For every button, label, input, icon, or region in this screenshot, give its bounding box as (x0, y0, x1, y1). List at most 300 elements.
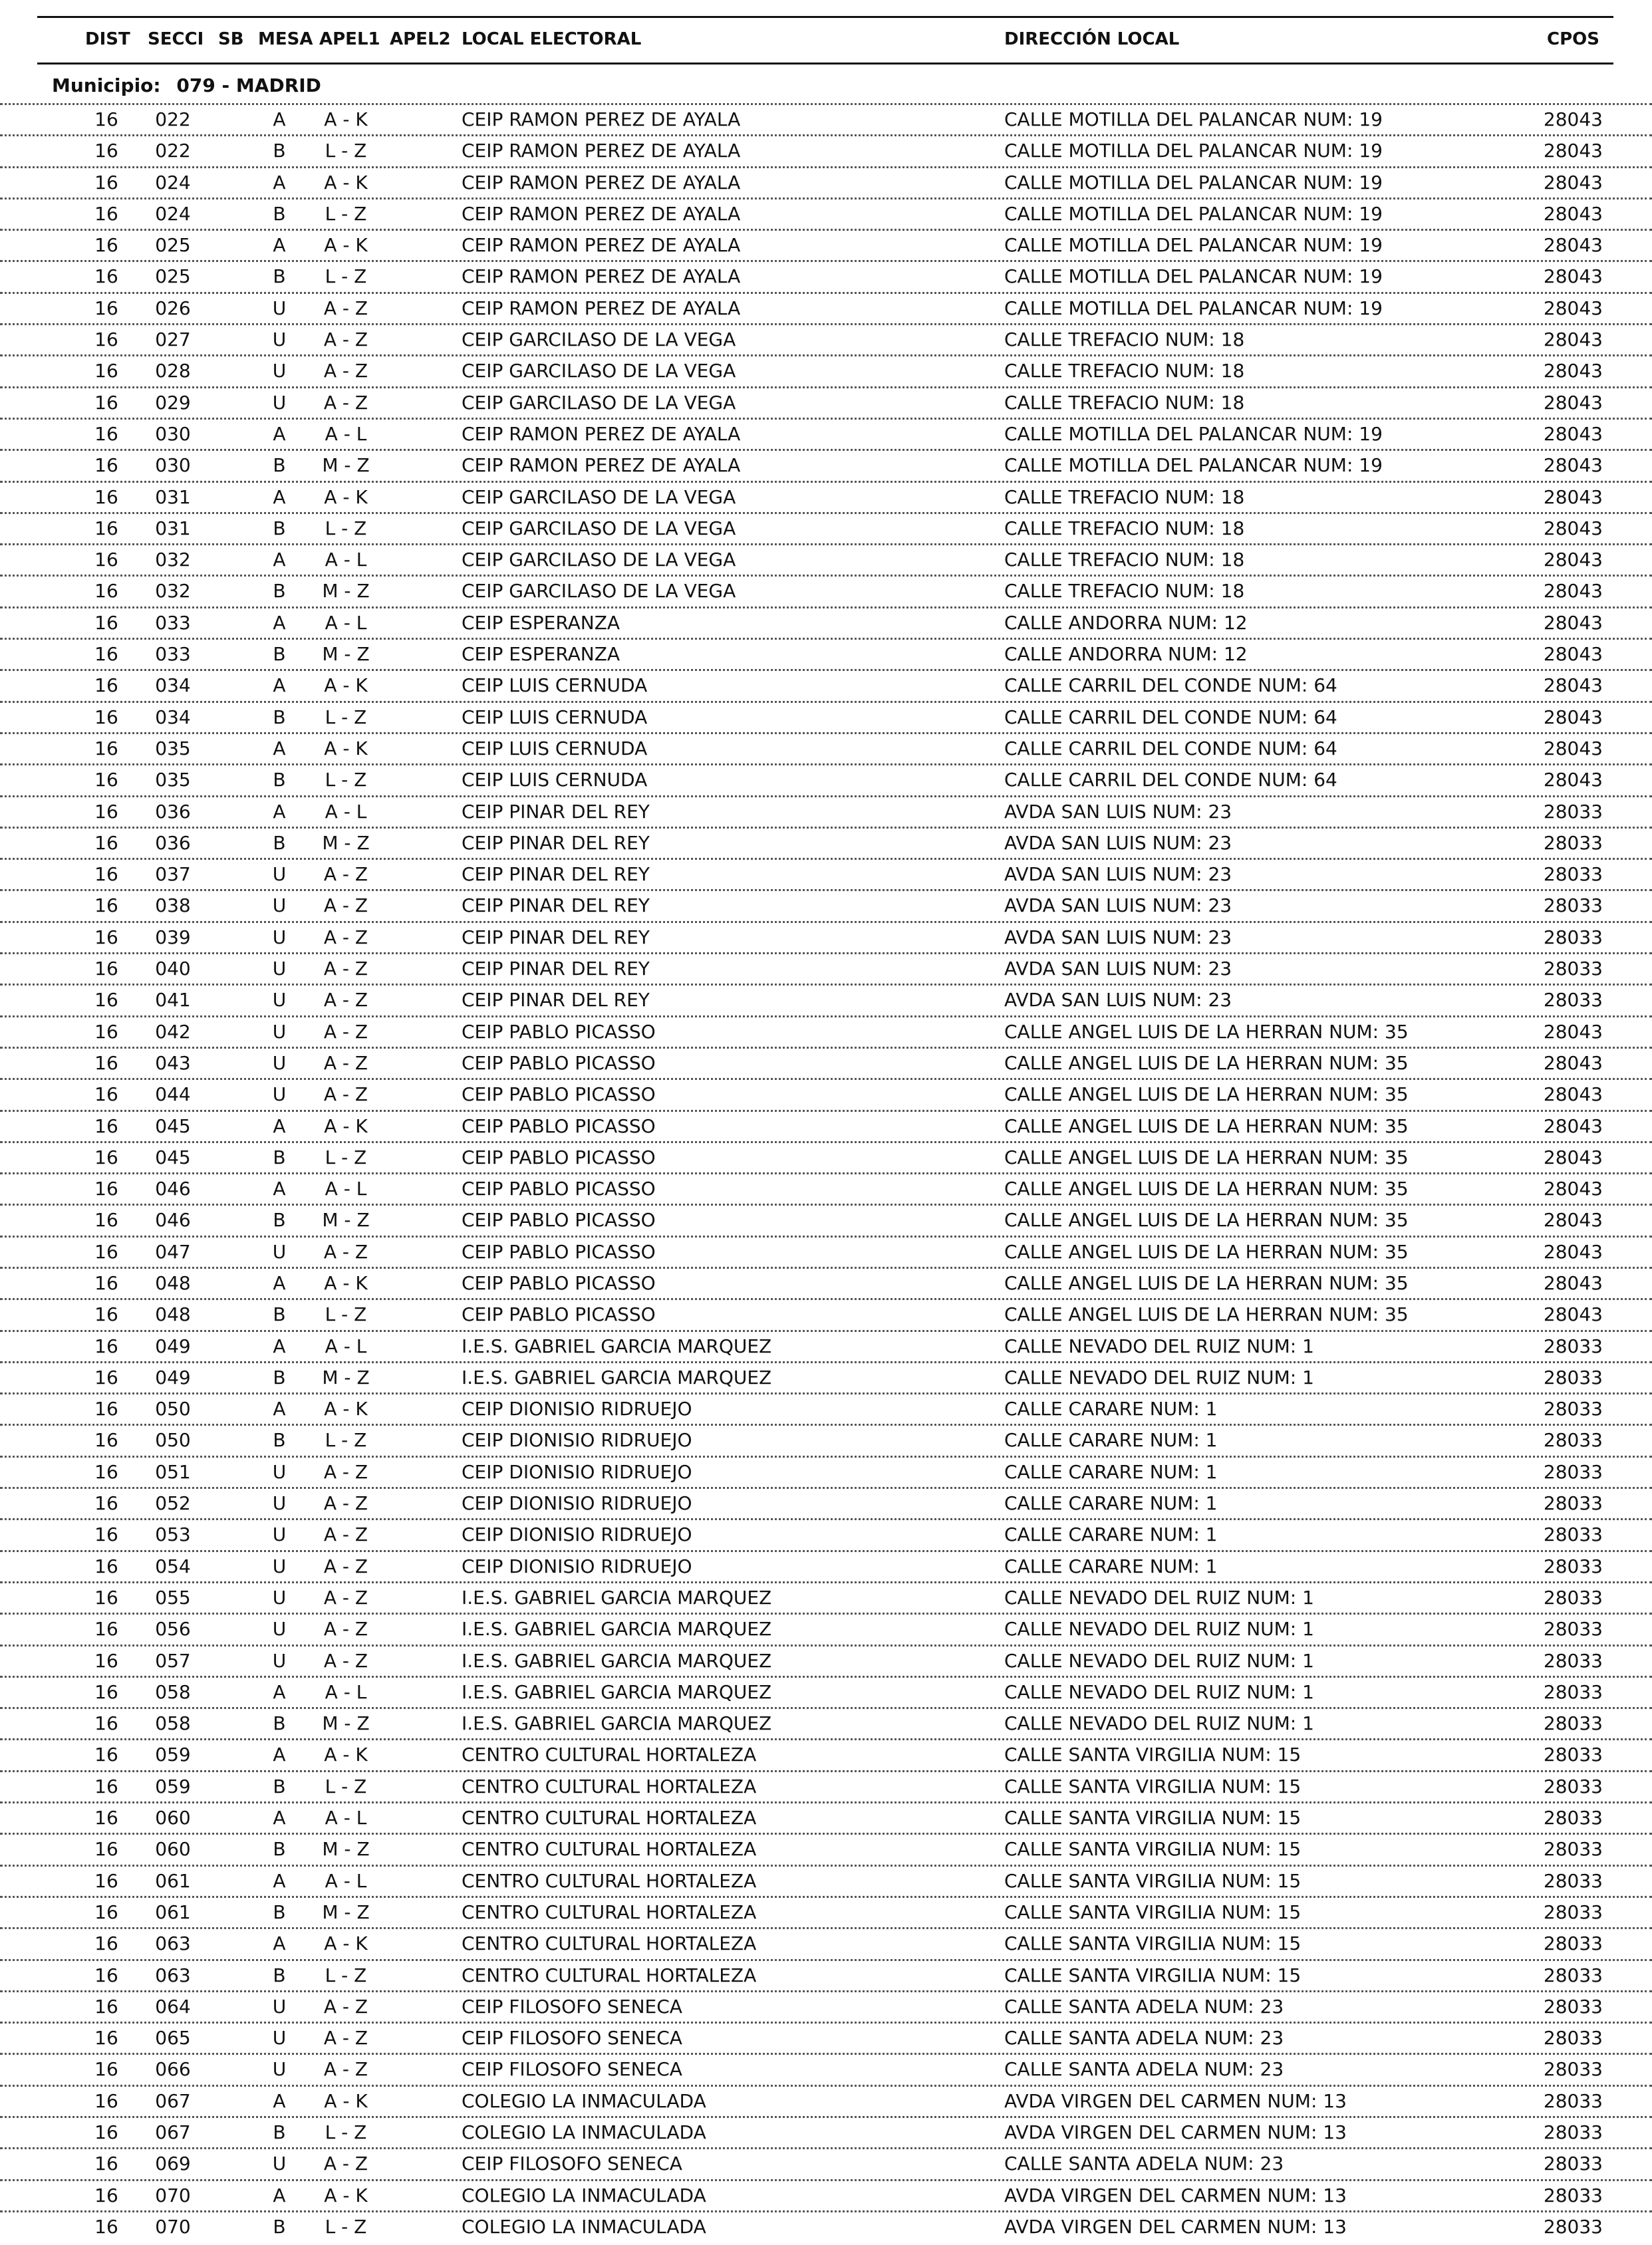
cell-secci: 046 (155, 1178, 191, 1200)
table-row (0, 386, 1652, 418)
cell-direccion: CALLE CARRIL DEL CONDE NUM: 64 (1004, 674, 1337, 697)
cell-apel1: M - Z (322, 1209, 370, 1232)
cell-direccion: CALLE NEVADO DEL RUIZ NUM: 1 (1004, 1649, 1314, 1672)
cell-cpos: 28033 (1543, 1618, 1603, 1641)
cell-direccion: CALLE ANDORRA NUM: 12 (1004, 611, 1248, 634)
cell-cpos: 28043 (1543, 454, 1603, 477)
cell-apel1: A - Z (323, 2027, 368, 2049)
cell-secci: 028 (155, 360, 191, 382)
cell-cpos: 28033 (1543, 1964, 1603, 1986)
cell-direccion: CALLE CARRIL DEL CONDE NUM: 64 (1004, 706, 1337, 728)
cell-secci: 037 (155, 863, 191, 886)
cell-cpos: 28043 (1543, 1020, 1603, 1043)
cell-direccion: CALLE ANGEL LUIS DE LA HERRAN NUM: 35 (1004, 1115, 1409, 1137)
cell-dist: 16 (94, 265, 118, 288)
cell-mesa: A (273, 1932, 286, 1955)
table-row (0, 1330, 1652, 1361)
cell-mesa: B (273, 580, 286, 602)
cell-local: CEIP RAMON PEREZ DE AYALA (462, 140, 741, 162)
table-row (0, 1047, 1652, 1078)
cell-direccion: AVDA VIRGEN DEL CARMEN NUM: 13 (1004, 2089, 1347, 2112)
table-body (0, 103, 1652, 2242)
cell-dist: 16 (94, 2027, 118, 2049)
cell-direccion: CALLE SANTA VIRGILIA NUM: 15 (1004, 1838, 1302, 1861)
cell-cpos: 28033 (1543, 1838, 1603, 1861)
cell-apel1: L - Z (325, 1146, 367, 1168)
cell-cpos: 28033 (1543, 1523, 1603, 1546)
cell-direccion: CALLE TREFACIO NUM: 18 (1004, 391, 1245, 414)
table-row (0, 1204, 1652, 1235)
cell-cpos: 28033 (1543, 989, 1603, 1011)
cell-dist: 16 (94, 171, 118, 194)
cell-direccion: CALLE ANGEL LUIS DE LA HERRAN NUM: 35 (1004, 1271, 1409, 1294)
cell-local: CEIP GARCILASO DE LA VEGA (462, 360, 736, 382)
cell-mesa: B (273, 643, 286, 666)
cell-secci: 025 (155, 265, 191, 288)
table-row (0, 512, 1652, 543)
table-row (0, 1707, 1652, 1738)
cell-cpos: 28043 (1543, 1209, 1603, 1232)
table-row (0, 1267, 1652, 1298)
cell-mesa: A (273, 2089, 286, 2112)
cell-secci: 053 (155, 1523, 191, 1546)
cell-apel1: A - L (325, 1680, 367, 1703)
cell-local: CEIP PABLO PICASSO (462, 1303, 656, 1326)
cell-apel1: A - Z (323, 391, 368, 414)
table-row (0, 1581, 1652, 1613)
cell-direccion: CALLE NEVADO DEL RUIZ NUM: 1 (1004, 1680, 1314, 1703)
cell-dist: 16 (94, 926, 118, 948)
cell-local: CEIP GARCILASO DE LA VEGA (462, 580, 736, 602)
cell-cpos: 28043 (1543, 329, 1603, 351)
cell-cpos: 28033 (1543, 2089, 1603, 2112)
cell-cpos: 28033 (1543, 1869, 1603, 1892)
cell-apel1: A - L (325, 422, 367, 445)
cell-direccion: CALLE MOTILLA DEL PALANCAR NUM: 19 (1004, 454, 1383, 477)
cell-mesa: U (272, 958, 287, 980)
cell-mesa: U (272, 391, 287, 414)
table-row (0, 638, 1652, 669)
table-row (0, 1518, 1652, 1549)
cell-apel1: A - K (324, 1932, 368, 1955)
cell-cpos: 28043 (1543, 202, 1603, 225)
cell-apel1: A - K (324, 674, 368, 697)
cell-dist: 16 (94, 1429, 118, 1452)
cell-apel1: A - Z (323, 1586, 368, 1609)
cell-secci: 032 (155, 580, 191, 602)
cell-mesa: B (273, 2121, 286, 2143)
table-row (0, 575, 1652, 606)
cell-cpos: 28043 (1543, 737, 1603, 759)
cell-direccion: CALLE ANGEL LUIS DE LA HERRAN NUM: 35 (1004, 1303, 1409, 1326)
cell-cpos: 28033 (1543, 2153, 1603, 2175)
cell-direccion: CALLE SANTA VIRGILIA NUM: 15 (1004, 1932, 1302, 1955)
cell-apel1: L - Z (325, 769, 367, 791)
table-row (0, 354, 1652, 386)
cell-direccion: CALLE SANTA VIRGILIA NUM: 15 (1004, 1964, 1302, 1986)
cell-dist: 16 (94, 202, 118, 225)
cell-secci: 069 (155, 2153, 191, 2175)
cell-direccion: CALLE SANTA ADELA NUM: 23 (1004, 2058, 1284, 2081)
cell-dist: 16 (94, 1335, 118, 1357)
cell-secci: 024 (155, 171, 191, 194)
cell-mesa: U (272, 1995, 287, 2018)
cell-cpos: 28033 (1543, 1932, 1603, 1955)
cell-apel1: M - Z (322, 831, 370, 854)
cell-direccion: CALLE CARRIL DEL CONDE NUM: 64 (1004, 737, 1337, 759)
cell-local: I.E.S. GABRIEL GARCIA MARQUEZ (462, 1680, 772, 1703)
table-row (0, 1361, 1652, 1392)
cell-local: CEIP GARCILASO DE LA VEGA (462, 517, 736, 539)
cell-local: CEIP LUIS CERNUDA (462, 737, 648, 759)
table-row (0, 543, 1652, 575)
cell-secci: 041 (155, 989, 191, 1011)
table-row (0, 952, 1652, 984)
cell-apel1: A - L (325, 1869, 367, 1892)
cell-local: CEIP RAMON PEREZ DE AYALA (462, 108, 741, 130)
cell-local: CEIP ESPERANZA (462, 611, 620, 634)
table-row (0, 1896, 1652, 1927)
table-row (0, 103, 1652, 134)
table-row (0, 606, 1652, 638)
cell-local: CENTRO CULTURAL HORTALEZA (462, 1744, 757, 1766)
cell-direccion: CALLE SANTA VIRGILIA NUM: 15 (1004, 1807, 1302, 1829)
cell-local: CEIP PINAR DEL REY (462, 800, 650, 823)
cell-mesa: A (273, 1398, 286, 1420)
table-row (0, 229, 1652, 260)
cell-cpos: 28043 (1543, 297, 1603, 319)
cell-apel1: M - Z (322, 643, 370, 666)
cell-dist: 16 (94, 391, 118, 414)
cell-apel1: A - L (325, 800, 367, 823)
table-row (0, 1770, 1652, 1801)
cell-direccion: CALLE ANGEL LUIS DE LA HERRAN NUM: 35 (1004, 1020, 1409, 1043)
table-row (0, 1456, 1652, 1487)
cell-apel1: A - Z (323, 1995, 368, 2018)
cell-dist: 16 (94, 580, 118, 602)
cell-secci: 022 (155, 108, 191, 130)
cell-dist: 16 (94, 1460, 118, 1483)
table-row (0, 292, 1652, 323)
cell-cpos: 28043 (1543, 265, 1603, 288)
cell-direccion: CALLE CARARE NUM: 1 (1004, 1555, 1218, 1577)
cell-cpos: 28033 (1543, 800, 1603, 823)
cell-local: I.E.S. GABRIEL GARCIA MARQUEZ (462, 1366, 772, 1388)
cell-direccion: CALLE NEVADO DEL RUIZ NUM: 1 (1004, 1586, 1314, 1609)
cell-local: CEIP PABLO PICASSO (462, 1115, 656, 1137)
cell-local: I.E.S. GABRIEL GARCIA MARQUEZ (462, 1618, 772, 1641)
cell-cpos: 28033 (1543, 1586, 1603, 1609)
cell-secci: 034 (155, 706, 191, 728)
cell-cpos: 28043 (1543, 580, 1603, 602)
cell-apel1: A - Z (323, 2058, 368, 2081)
cell-cpos: 28043 (1543, 549, 1603, 571)
cell-cpos: 28043 (1543, 234, 1603, 257)
cell-dist: 16 (94, 422, 118, 445)
table-row (0, 2147, 1652, 2179)
table-row (0, 1015, 1652, 1047)
municipio-value: 079 - MADRID (176, 74, 321, 96)
cell-apel1: A - K (324, 108, 368, 130)
cell-mesa: A (273, 1869, 286, 1892)
cell-mesa: B (273, 140, 286, 162)
cell-cpos: 28033 (1543, 1680, 1603, 1703)
cell-apel1: A - Z (323, 1460, 368, 1483)
cell-secci: 054 (155, 1555, 191, 1577)
cell-dist: 16 (94, 1523, 118, 1546)
cell-cpos: 28033 (1543, 1775, 1603, 1797)
cell-direccion: CALLE CARARE NUM: 1 (1004, 1460, 1218, 1483)
cell-secci: 026 (155, 297, 191, 319)
cell-local: COLEGIO LA INMACULADA (462, 2184, 706, 2206)
cell-dist: 16 (94, 234, 118, 257)
table-row (0, 1172, 1652, 1204)
cell-dist: 16 (94, 894, 118, 917)
cell-mesa: U (272, 863, 287, 886)
cell-secci: 049 (155, 1366, 191, 1388)
cell-apel1: A - Z (323, 1523, 368, 1546)
cell-dist: 16 (94, 1995, 118, 2018)
table-row (0, 858, 1652, 889)
cell-secci: 056 (155, 1618, 191, 1641)
table-row (0, 701, 1652, 732)
cell-secci: 029 (155, 391, 191, 414)
cell-dist: 16 (94, 2184, 118, 2206)
cell-secci: 035 (155, 737, 191, 759)
cell-apel1: A - L (325, 1807, 367, 1829)
table-row (0, 889, 1652, 920)
cell-secci: 035 (155, 769, 191, 791)
cell-dist: 16 (94, 297, 118, 319)
table-row (0, 198, 1652, 229)
cell-secci: 070 (155, 2215, 191, 2238)
cell-mesa: B (273, 454, 286, 477)
cell-secci: 065 (155, 2027, 191, 2049)
cell-dist: 16 (94, 329, 118, 351)
cell-secci: 050 (155, 1429, 191, 1452)
cell-mesa: U (272, 1083, 287, 1106)
table-row (0, 2116, 1652, 2147)
cell-direccion: CALLE SANTA ADELA NUM: 23 (1004, 2027, 1284, 2049)
cell-mesa: U (272, 1618, 287, 1641)
cell-cpos: 28033 (1543, 894, 1603, 917)
cell-apel1: A - K (324, 737, 368, 759)
cell-apel1: L - Z (325, 706, 367, 728)
cell-direccion: AVDA VIRGEN DEL CARMEN NUM: 13 (1004, 2121, 1347, 2143)
cell-dist: 16 (94, 1744, 118, 1766)
cell-local: CENTRO CULTURAL HORTALEZA (462, 1838, 757, 1861)
cell-local: CEIP GARCILASO DE LA VEGA (462, 329, 736, 351)
cell-cpos: 28043 (1543, 1115, 1603, 1137)
table-row (0, 1392, 1652, 1424)
cell-apel1: L - Z (325, 1429, 367, 1452)
cell-direccion: AVDA SAN LUIS NUM: 23 (1004, 989, 1232, 1011)
cell-cpos: 28033 (1543, 1492, 1603, 1515)
cell-cpos: 28043 (1543, 422, 1603, 445)
cell-dist: 16 (94, 737, 118, 759)
cell-mesa: U (272, 894, 287, 917)
cell-direccion: AVDA SAN LUIS NUM: 23 (1004, 958, 1232, 980)
table-row (0, 1078, 1652, 1109)
cell-dist: 16 (94, 769, 118, 791)
cell-mesa: U (272, 1649, 287, 1672)
cell-direccion: CALLE SANTA VIRGILIA NUM: 15 (1004, 1901, 1302, 1923)
cell-apel1: M - Z (322, 1712, 370, 1735)
cell-apel1: A - K (324, 485, 368, 508)
cell-dist: 16 (94, 1303, 118, 1326)
cell-local: CEIP RAMON PEREZ DE AYALA (462, 297, 741, 319)
cell-dist: 16 (94, 1271, 118, 1294)
cell-secci: 060 (155, 1838, 191, 1861)
cell-local: CEIP RAMON PEREZ DE AYALA (462, 202, 741, 225)
cell-local: CEIP FILOSOFO SENECA (462, 2027, 682, 2049)
table-row (0, 795, 1652, 827)
cell-local: CENTRO CULTURAL HORTALEZA (462, 1932, 757, 1955)
cell-apel1: L - Z (325, 2215, 367, 2238)
cell-local: CEIP GARCILASO DE LA VEGA (462, 485, 736, 508)
cell-mesa: U (272, 1051, 287, 1074)
cell-dist: 16 (94, 1398, 118, 1420)
table-row (0, 134, 1652, 166)
cell-mesa: U (272, 1586, 287, 1609)
cell-secci: 070 (155, 2184, 191, 2206)
table-row (0, 166, 1652, 198)
cell-dist: 16 (94, 549, 118, 571)
cell-secci: 046 (155, 1209, 191, 1232)
table-row (0, 1833, 1652, 1864)
cell-local: CEIP FILOSOFO SENECA (462, 2058, 682, 2081)
cell-apel1: A - Z (323, 297, 368, 319)
table-row (0, 2022, 1652, 2053)
cell-direccion: CALLE ANGEL LUIS DE LA HERRAN NUM: 35 (1004, 1083, 1409, 1106)
cell-cpos: 28033 (1543, 831, 1603, 854)
cell-apel1: A - Z (323, 1649, 368, 1672)
cell-mesa: A (273, 1807, 286, 1829)
cell-cpos: 28033 (1543, 1555, 1603, 1577)
cell-local: CEIP PINAR DEL REY (462, 894, 650, 917)
cell-dist: 16 (94, 2215, 118, 2238)
cell-secci: 031 (155, 517, 191, 539)
cell-cpos: 28043 (1543, 1271, 1603, 1294)
cell-cpos: 28043 (1543, 1083, 1603, 1106)
cell-secci: 027 (155, 329, 191, 351)
cell-dist: 16 (94, 1240, 118, 1263)
cell-dist: 16 (94, 989, 118, 1011)
table-row (0, 1110, 1652, 1141)
cell-secci: 049 (155, 1335, 191, 1357)
cell-dist: 16 (94, 1680, 118, 1703)
cell-mesa: A (273, 422, 286, 445)
cell-dist: 16 (94, 108, 118, 130)
table-header (0, 19, 1652, 60)
cell-cpos: 28033 (1543, 1429, 1603, 1452)
cell-dist: 16 (94, 1586, 118, 1609)
cell-secci: 052 (155, 1492, 191, 1515)
cell-mesa: U (272, 1492, 287, 1515)
cell-local: CEIP PINAR DEL REY (462, 863, 650, 886)
cell-cpos: 28033 (1543, 1398, 1603, 1420)
cell-dist: 16 (94, 485, 118, 508)
cell-direccion: AVDA SAN LUIS NUM: 23 (1004, 894, 1232, 917)
table-row (0, 2085, 1652, 2116)
cell-secci: 040 (155, 958, 191, 980)
cell-mesa: A (273, 2184, 286, 2206)
table-row (0, 449, 1652, 480)
cell-cpos: 28043 (1543, 140, 1603, 162)
cell-apel1: L - Z (325, 1303, 367, 1326)
cell-cpos: 28043 (1543, 171, 1603, 194)
cell-dist: 16 (94, 800, 118, 823)
table-row (0, 323, 1652, 354)
header-local: LOCAL ELECTORAL (462, 29, 642, 49)
cell-local: CEIP DIONISIO RIDRUEJO (462, 1429, 692, 1452)
cell-local: CEIP RAMON PEREZ DE AYALA (462, 422, 741, 445)
cell-apel1: L - Z (325, 517, 367, 539)
cell-apel1: M - Z (322, 1838, 370, 1861)
cell-local: CEIP DIONISIO RIDRUEJO (462, 1492, 692, 1515)
cell-secci: 057 (155, 1649, 191, 1672)
cell-local: CENTRO CULTURAL HORTALEZA (462, 1964, 757, 1986)
cell-secci: 060 (155, 1807, 191, 1829)
cell-apel1: A - Z (323, 1618, 368, 1641)
cell-dist: 16 (94, 1209, 118, 1232)
cell-direccion: CALLE MOTILLA DEL PALANCAR NUM: 19 (1004, 234, 1383, 257)
table-row (0, 481, 1652, 512)
cell-local: CEIP DIONISIO RIDRUEJO (462, 1460, 692, 1483)
cell-mesa: A (273, 1680, 286, 1703)
cell-direccion: CALLE NEVADO DEL RUIZ NUM: 1 (1004, 1618, 1314, 1641)
cell-cpos: 28043 (1543, 611, 1603, 634)
cell-direccion: CALLE MOTILLA DEL PALANCAR NUM: 19 (1004, 171, 1383, 194)
table-row (0, 1613, 1652, 1644)
cell-direccion: CALLE ANDORRA NUM: 12 (1004, 643, 1248, 666)
cell-cpos: 28043 (1543, 674, 1603, 697)
cell-mesa: U (272, 360, 287, 382)
cell-cpos: 28043 (1543, 1178, 1603, 1200)
cell-cpos: 28043 (1543, 1146, 1603, 1168)
cell-direccion: CALLE MOTILLA DEL PALANCAR NUM: 19 (1004, 297, 1383, 319)
cell-apel1: A - Z (323, 2153, 368, 2175)
cell-local: CEIP PINAR DEL REY (462, 958, 650, 980)
cell-local: I.E.S. GABRIEL GARCIA MARQUEZ (462, 1586, 772, 1609)
table-row (0, 1927, 1652, 1958)
cell-apel1: A - K (324, 171, 368, 194)
cell-apel1: L - Z (325, 1775, 367, 1797)
cell-mesa: B (273, 202, 286, 225)
cell-dist: 16 (94, 1146, 118, 1168)
cell-secci: 047 (155, 1240, 191, 1263)
cell-cpos: 28033 (1543, 2027, 1603, 2049)
cell-cpos: 28043 (1543, 643, 1603, 666)
cell-mesa: A (273, 1335, 286, 1357)
table-row (0, 260, 1652, 291)
cell-apel1: A - K (324, 1398, 368, 1420)
cell-direccion: CALLE ANGEL LUIS DE LA HERRAN NUM: 35 (1004, 1240, 1409, 1263)
cell-local: CEIP LUIS CERNUDA (462, 706, 648, 728)
cell-mesa: B (273, 831, 286, 854)
municipio-line (52, 69, 321, 102)
table-row (0, 418, 1652, 449)
cell-mesa: B (273, 1303, 286, 1326)
table-row (0, 1990, 1652, 2022)
cell-direccion: CALLE CARARE NUM: 1 (1004, 1429, 1218, 1452)
cell-local: CEIP GARCILASO DE LA VEGA (462, 549, 736, 571)
cell-local: CENTRO CULTURAL HORTALEZA (462, 1807, 757, 1829)
cell-direccion: CALLE MOTILLA DEL PALANCAR NUM: 19 (1004, 422, 1383, 445)
cell-secci: 050 (155, 1398, 191, 1420)
cell-secci: 031 (155, 485, 191, 508)
cell-local: CEIP PABLO PICASSO (462, 1083, 656, 1106)
